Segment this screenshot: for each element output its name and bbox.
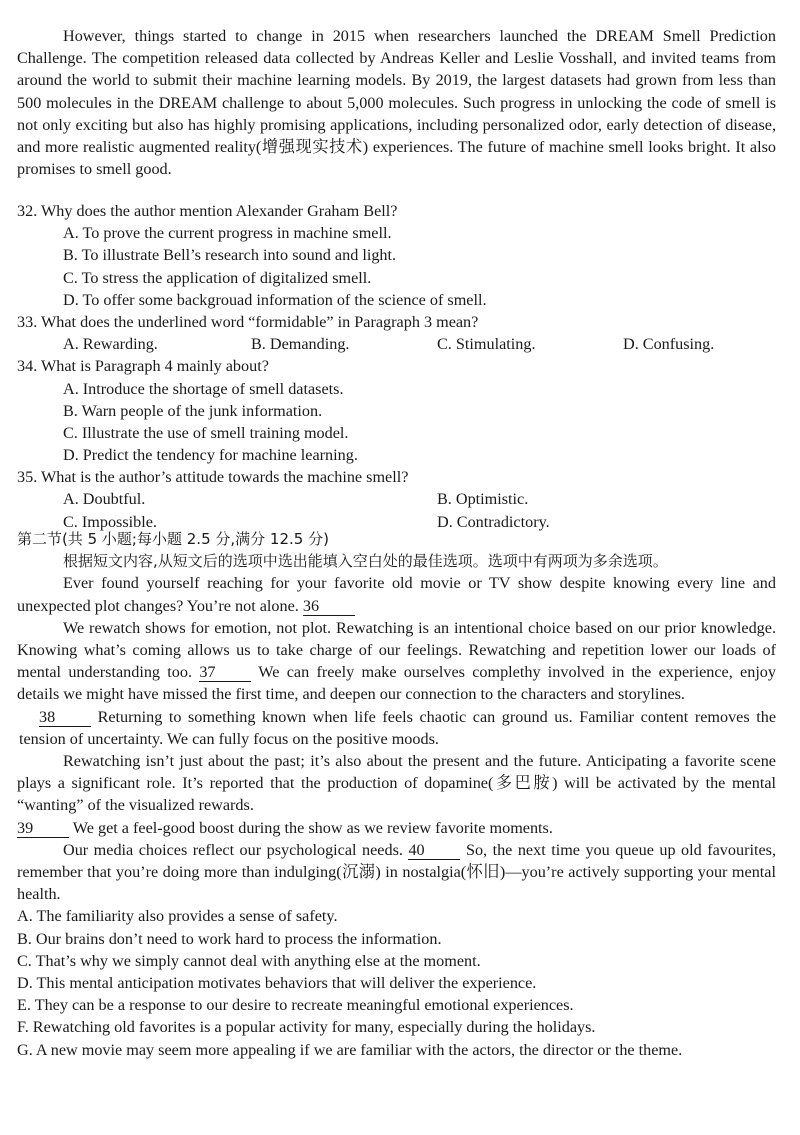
section-2	[17, 528, 776, 1061]
cloze-options	[17, 905, 776, 1060]
paragraph-text: We get a feel-good boost during the show as we review favorite moments.	[72, 818, 553, 837]
option-d[interactable]: D. Confusing.	[623, 335, 715, 354]
option-d[interactable]: D. To offer some backgrouad information of the science of smell.	[63, 290, 487, 309]
option-d[interactable]: D. Contradictory.	[437, 512, 550, 531]
cloze-option-c[interactable]: C. That’s why we simply cannot deal with anything else at the moment.	[17, 951, 481, 970]
option-b[interactable]: B. Demanding.	[251, 335, 350, 354]
option-a[interactable]: A. To prove the current progress in machine smell.	[63, 224, 392, 243]
option-c[interactable]: C. To stress the application of digitalized smell.	[63, 268, 372, 287]
question-33	[17, 311, 776, 355]
cloze-option-a[interactable]: A. The familiarity also provides a sense of safety.	[17, 907, 338, 926]
question-32	[17, 200, 776, 311]
question-group	[17, 200, 776, 533]
question-stem: 34. What is Paragraph 4 mainly about?	[17, 357, 269, 376]
blank-38[interactable]: 38	[39, 709, 91, 727]
cloze-option-g[interactable]: G. A new movie may seem more appealing if we are familiar with the actors, the director or the theme.	[17, 1040, 683, 1059]
option-d[interactable]: D. Predict the tendency for machine learning.	[63, 446, 358, 465]
cloze-paragraph-6	[17, 839, 776, 906]
option-b[interactable]: B. Optimistic.	[437, 490, 529, 509]
cloze-paragraph-3	[17, 706, 776, 750]
paragraph-text: Our media choices reflect our psychological needs.	[63, 840, 403, 859]
option-b[interactable]: B. To illustrate Bell’s research into sound and light.	[63, 246, 397, 265]
cloze-option-b[interactable]: B. Our brains don’t need to work hard to process the information.	[17, 929, 442, 948]
paragraph-text: We can freely make ourselves complethy involved in the experience, enjoy details we might have missed the first time, and deepen our connection to the characters and storylines.	[17, 663, 776, 704]
cloze-paragraph-4	[17, 750, 776, 817]
option-row	[17, 488, 776, 510]
section-instruction: 根据短文内容,从短文后的选项中选出能填入空白处的最佳选项。选项中有两项为多余选项。	[63, 552, 668, 571]
option-a[interactable]: A. Doubtful.	[63, 490, 146, 509]
blank-37[interactable]: 37	[199, 664, 251, 682]
passage-paragraph: However, things started to change in 2015 when researchers launched the DREAM Smell Prediction Challenge. The competition released data collected by Andreas Keller and Leslie Vosshall, and invited teams from around the world to submit their machine learning models. By 2019, the largest datasets had grown from less than 500 molecules in the DREAM challenge to about 5,000 molecules. Such progress in unlocking the code of smell is not only exciting but also has highly promising applications, including personalized odor, early detection of disease, and more realistic augmented reality(增强现实技术) experiences. The future of machine smell looks bright. It also promises to smell good.	[17, 27, 776, 179]
cloze-paragraph-5	[17, 817, 776, 839]
cloze-option-e[interactable]: E. They can be a response to our desire to recreate meaningful emotional experiences.	[17, 996, 574, 1015]
section-header: 第二节(共 5 小题;每小题 2.5 分,满分 12.5 分)	[17, 530, 329, 548]
option-c[interactable]: C. Impossible.	[63, 512, 157, 531]
paragraph-text: We rewatch shows for emotion, not plot. Rewatching is an intentional choice based on our prior knowledge. Knowing what’s coming allows us to take charge of our feelings. Rewatching and repetition lower our loads of mental understanding too.	[17, 618, 776, 682]
blank-39[interactable]: 39	[17, 820, 69, 838]
question-stem: 35. What is the author’s attitude towards the machine smell?	[17, 468, 409, 487]
option-row	[17, 333, 776, 355]
option-a[interactable]: A. Rewarding.	[63, 335, 158, 354]
cloze-paragraph-2	[17, 617, 776, 706]
question-35	[17, 466, 776, 533]
option-b[interactable]: B. Warn people of the junk information.	[63, 401, 323, 420]
paragraph-text: So, the next time you queue up old favourites, remember that you’re doing more than indulging(沉溺) in nostalgia(怀旧)—you’re actively supporting your mental health.	[17, 840, 777, 904]
blank-40[interactable]: 40	[408, 842, 460, 860]
option-a[interactable]: A. Introduce the shortage of smell datasets.	[63, 379, 344, 398]
paragraph-text: Ever found yourself reaching for your favorite old movie or TV show despite knowing every line and unexpected plot changes? You’re not alone.	[17, 574, 776, 615]
option-c[interactable]: C. Stimulating.	[437, 335, 536, 354]
question-34	[17, 355, 776, 466]
cloze-option-f[interactable]: F. Rewatching old favorites is a popular activity for many, especially during the holidays.	[17, 1018, 596, 1037]
reading-passage-end	[17, 25, 776, 180]
paragraph-text: Returning to something known when life feels chaotic can ground us. Familiar content removes the tension of uncertainty. We can fully focus on the positive moods.	[19, 707, 777, 748]
option-c[interactable]: C. Illustrate the use of smell training model.	[63, 423, 349, 442]
cloze-option-d[interactable]: D. This mental anticipation motivates behaviors that will deliver the experience.	[17, 973, 537, 992]
question-stem: 32. Why does the author mention Alexander Graham Bell?	[17, 202, 398, 220]
cloze-paragraph-1	[17, 572, 776, 616]
question-stem: 33. What does the underlined word “formidable” in Paragraph 3 mean?	[17, 312, 479, 331]
blank-36[interactable]: 36	[303, 598, 355, 616]
paragraph-text: Rewatching isn’t just about the past; it’s also about the present and the future. Anticipating a favorite scene plays a significant role. It’s reported that the production of dopamine(多巴胺) will be activated by the mental “wanting” of the visualized rewards.	[17, 752, 776, 815]
